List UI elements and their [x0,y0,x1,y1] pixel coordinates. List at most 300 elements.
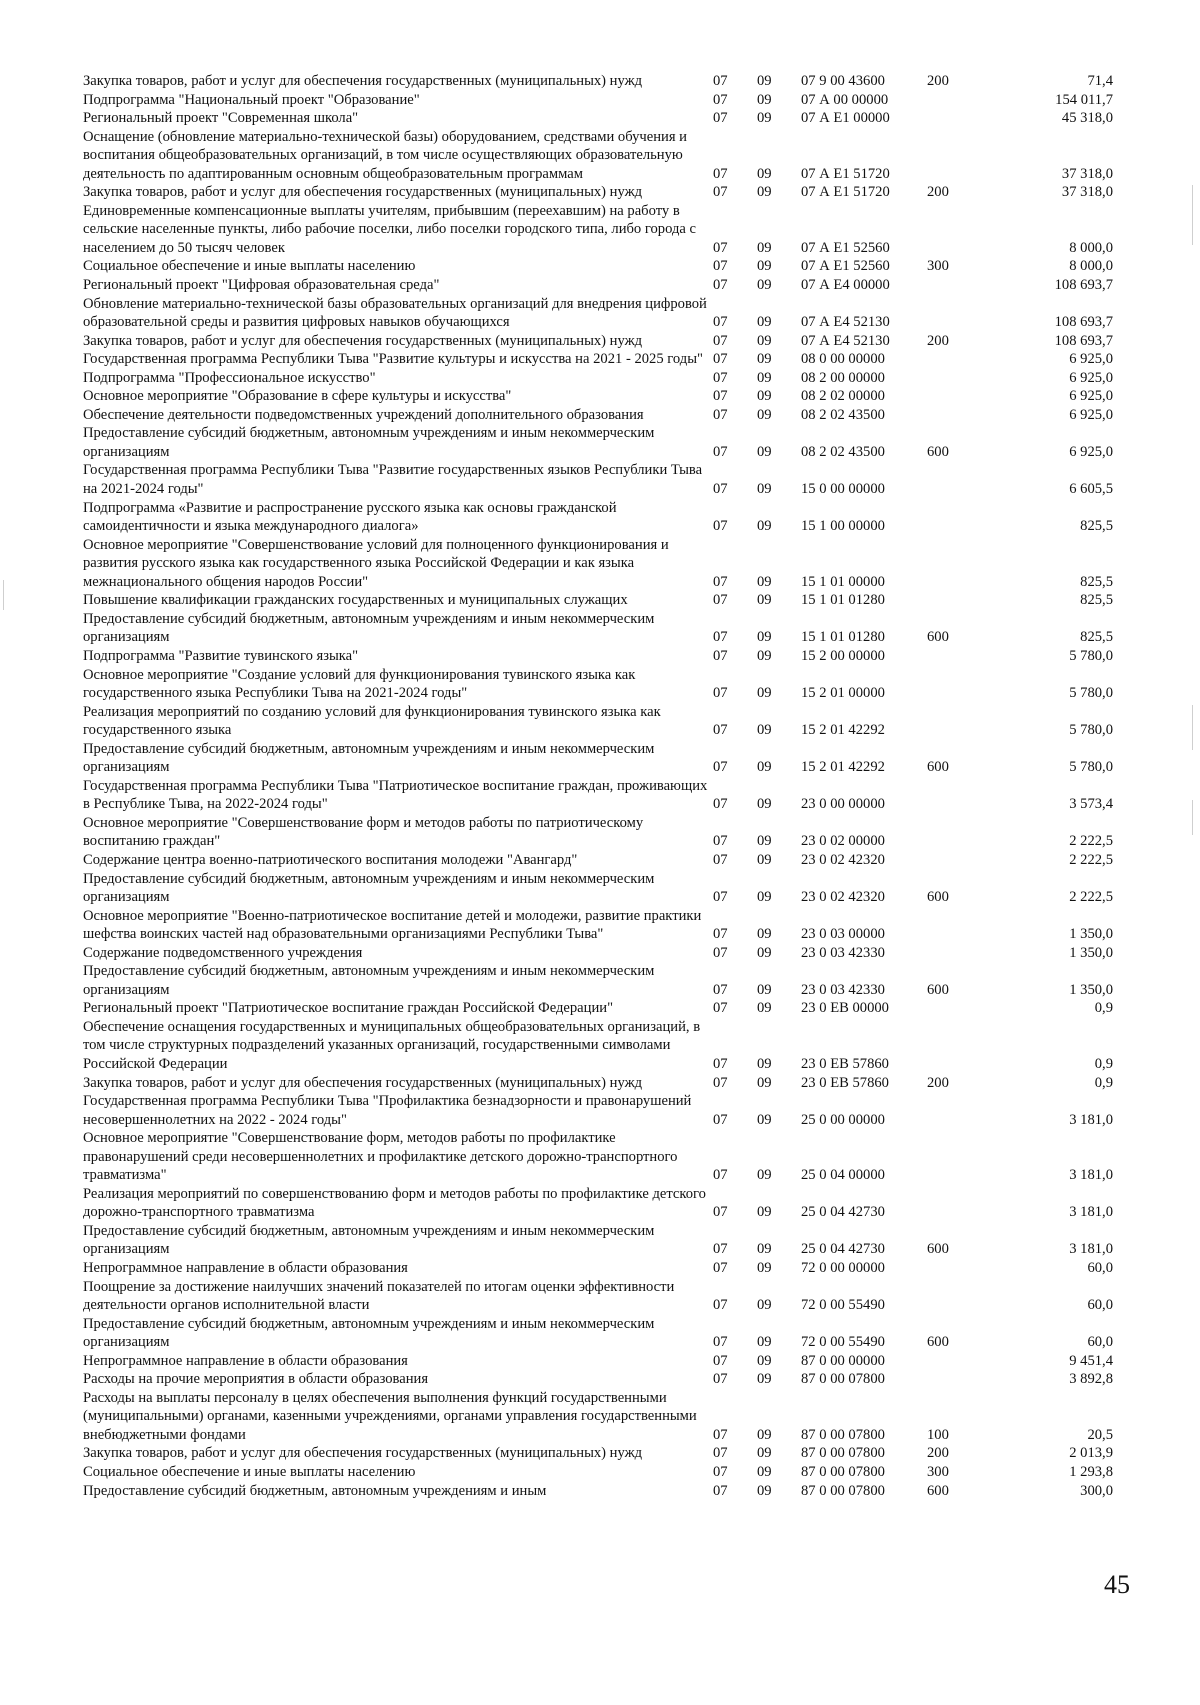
amount: 71,4 [1087,73,1113,89]
amount: 2 013,9 [1069,1445,1113,1462]
subsection-code: 09 [757,1111,772,1128]
row-name: Предоставление субсидий бюджетным, автономным учреждениям и иным некоммерческим организациям [83,740,655,776]
row-name: Содержание подведомственного учреждения [83,944,363,961]
row-name: Подпрограмма "Развитие тувинского языка" [83,647,359,664]
expense-type-code: 100 [927,1426,949,1443]
subsection-code: 09 [757,647,772,664]
row-name: Региональный проект "Современная школа" [83,110,359,127]
amount: 108 693,7 [1054,332,1113,349]
subsection-code: 09 [757,1260,772,1276]
section-code: 07 [713,685,728,702]
section-code: 07 [713,722,728,739]
row-name: Предоставление субсидий бюджетным, автономным учреждениям и иным [83,1482,547,1499]
row-name: Подпрограмма «Развитие и распространение русского языка как основы гражданской самоидентичности и языка международного диалога» [83,499,617,535]
amount: 1 350,0 [1069,944,1113,961]
target-article-code: 23 0 02 42320 [801,851,885,868]
subsection-code: 09 [757,722,772,739]
amount: 2 222,5 [1069,851,1113,868]
amount: 5 780,0 [1069,722,1113,739]
subsection-code: 09 [757,332,772,349]
row-name: Основное мероприятие "Совершенствование условий для полноценного функционирования и развития русского языка как государственного языка Российской Федерации и как языка межнационального общения народов России" [83,536,669,590]
section-code: 07 [713,1352,728,1369]
table-row [83,1352,1113,1371]
target-article-code: 07 9 00 43600 [801,73,885,89]
amount: 108 693,7 [1054,277,1113,294]
section-code: 07 [713,332,728,349]
subsection-code: 09 [757,406,772,423]
subsection-code: 09 [757,239,772,256]
row-name: Предоставление субсидий бюджетным, автономным учреждениям и иным некоммерческим организациям [83,425,655,460]
row-name: Закупка товаров, работ и услуг для обеспечения государственных (муниципальных) нужд [83,73,643,89]
row-name: Непрограммное направление в области образования [83,1352,408,1369]
table-row [83,591,1113,610]
target-article-code: 23 0 ЕВ 57860 [801,1055,889,1072]
section-code: 07 [713,351,728,368]
section-code: 07 [713,1334,728,1351]
target-article-code: 25 0 04 42730 [801,1204,885,1221]
subsection-code: 09 [757,518,772,535]
subsection-code: 09 [757,1426,772,1443]
section-code: 07 [713,1297,728,1314]
row-name: Обеспечение оснащения государственных и муниципальных общеобразовательных организаций, в том числе структурных подразделений указанных организаций, государственными символами Российской Федерации [83,1018,701,1072]
row-name: Непрограммное направление в области образования [83,1260,408,1276]
table-row [83,647,1113,666]
amount: 108 693,7 [1054,314,1113,331]
expense-type-code [927,1278,989,1315]
amount: 0,9 [1094,1055,1113,1072]
table-row [83,406,1113,425]
target-article-code: 72 0 00 00000 [801,1260,885,1276]
expense-type-code [927,276,989,295]
expense-type-code [927,814,989,851]
expense-type-code [927,369,989,388]
amount: 2 222,5 [1069,889,1113,906]
amount: 825,5 [1080,518,1113,535]
table-row [83,814,1113,851]
table-row [83,851,1113,870]
section-code: 07 [713,184,728,201]
target-article-code: 15 2 01 42292 [801,722,885,739]
subsection-code: 09 [757,165,772,182]
expense-type-code [927,1352,989,1371]
subsection-code: 09 [757,1352,772,1369]
row-name: Закупка товаров, работ и услуг для обеспечения государственных (муниципальных) нужд [83,1074,643,1091]
row-name: Предоставление субсидий бюджетным, автономным учреждениям и иным некоммерческим организациям [83,1315,655,1351]
table-row [83,944,1113,963]
target-article-code: 23 0 02 00000 [801,833,885,850]
expense-type-code [927,591,989,610]
expense-type-code: 600 [927,443,949,460]
row-name: Государственная программа Республики Тыва "Патриотическое воспитание граждан, проживающих в Республике Тыва, на 2022-2024 годы" [83,777,708,813]
target-article-code: 07 А Е1 51720 [801,165,890,182]
target-article-code: 08 0 00 00000 [801,351,885,368]
row-name: Региональный проект "Патриотическое воспитание граждан Российской Федерации" [83,1000,614,1017]
table-row [83,666,1113,703]
expense-type-code: 200 [927,184,949,201]
expense-type-code [927,109,989,128]
amount: 300,0 [1080,1482,1113,1499]
expense-type-code: 600 [927,1482,949,1499]
section-code: 07 [713,1371,728,1388]
table-row [83,1259,1113,1278]
section-code: 07 [713,1204,728,1221]
amount: 825,5 [1080,573,1113,590]
section-code: 07 [713,481,728,498]
table-row [83,72,1113,91]
subsection-code: 09 [757,926,772,943]
expense-type-code [927,461,989,498]
expense-type-code [927,1259,989,1278]
amount: 6 925,0 [1069,388,1113,405]
row-name: Государственная программа Республики Тыва "Профилактика безнадзорности и правонарушений несовершеннолетних на 2022 - 2024 годы" [83,1093,692,1128]
table-row [83,1222,1113,1259]
subsection-code: 09 [757,73,772,89]
table-row [83,1444,1113,1463]
subsection-code: 09 [757,592,772,609]
amount: 60,0 [1087,1260,1113,1276]
subsection-code: 09 [757,1464,772,1481]
table-row [83,1185,1113,1222]
amount: 3 573,4 [1069,796,1113,813]
target-article-code: 07 А Е4 52130 [801,332,890,349]
section-code: 07 [713,258,728,275]
row-name: Региональный проект "Цифровая образовательная среда" [83,277,440,294]
table-row [83,777,1113,814]
section-code: 07 [713,91,728,108]
subsection-code: 09 [757,184,772,201]
target-article-code: 87 0 00 07800 [801,1426,885,1443]
subsection-code: 09 [757,351,772,368]
target-article-code: 07 А 00 00000 [801,91,889,108]
page-number: 45 [1104,1570,1130,1599]
section-code: 07 [713,239,728,256]
target-article-code: 23 0 ЕВ 00000 [801,1000,889,1017]
section-code: 07 [713,1111,728,1128]
subsection-code: 09 [757,851,772,868]
amount: 3 181,0 [1069,1167,1113,1184]
table-row [83,109,1113,128]
section-code: 07 [713,277,728,294]
expense-type-code [927,1370,989,1389]
section-code: 07 [713,1000,728,1017]
subsection-code: 09 [757,629,772,646]
section-code: 07 [713,759,728,776]
target-article-code: 87 0 00 07800 [801,1445,885,1462]
amount: 6 925,0 [1069,443,1113,460]
section-code: 07 [713,388,728,405]
target-article-code: 15 1 01 01280 [801,592,885,609]
target-article-code: 23 0 02 42320 [801,889,885,906]
expense-type-code [927,202,989,258]
target-article-code: 08 2 02 43500 [801,443,885,460]
amount: 45 318,0 [1061,110,1113,127]
section-code: 07 [713,1167,728,1184]
target-article-code: 15 2 01 42292 [801,759,885,776]
amount: 0,9 [1094,1074,1113,1091]
target-article-code: 87 0 00 07800 [801,1371,885,1388]
subsection-code: 09 [757,573,772,590]
table-row [83,276,1113,295]
subsection-code: 09 [757,110,772,127]
expense-type-code: 200 [927,1445,949,1462]
target-article-code: 87 0 00 00000 [801,1352,885,1369]
table-row [83,907,1113,944]
target-article-code: 15 1 01 01280 [801,629,885,646]
table-row [83,257,1113,276]
target-article-code: 15 2 00 00000 [801,647,885,664]
expense-type-code [927,350,989,369]
amount: 825,5 [1080,629,1113,646]
subsection-code: 09 [757,981,772,998]
amount: 3 892,8 [1069,1371,1113,1388]
subsection-code: 09 [757,481,772,498]
expense-type-code: 200 [927,73,949,89]
expense-type-code [927,1185,989,1222]
section-code: 07 [713,1055,728,1072]
row-name: Содержание центра военно-патриотического воспитания молодежи "Авангард" [83,851,578,868]
expense-type-code [927,128,989,184]
expense-type-code [927,1129,989,1185]
row-name: Обновление материально-технической базы образовательных организаций для внедрения цифровой образовательной среды и развития цифровых навыков обучающихся [83,295,707,331]
target-article-code: 08 2 00 00000 [801,369,885,386]
row-name: Предоставление субсидий бюджетным, автономным учреждениям и иным некоммерческим организациям [83,870,655,906]
expense-type-code [927,406,989,425]
table-row [83,536,1113,592]
table-row [83,870,1113,907]
row-name: Подпрограмма "Профессиональное искусство" [83,369,376,386]
amount: 6 605,5 [1069,481,1113,498]
table-row [83,962,1113,999]
target-article-code: 23 0 ЕВ 57860 [801,1074,889,1091]
amount: 3 181,0 [1069,1111,1113,1128]
table-row [83,740,1113,777]
section-code: 07 [713,889,728,906]
table-row [83,1370,1113,1389]
budget-table [83,72,1113,1500]
subsection-code: 09 [757,1371,772,1388]
subsection-code: 09 [757,258,772,275]
expense-type-code [927,499,989,536]
subsection-code: 09 [757,443,772,460]
row-name: Основное мероприятие "Военно-патриотическое воспитание детей и молодежи, развитие практики шефства воинских частей над образовательными организациями Республики Тыва" [83,907,702,943]
expense-type-code: 300 [927,258,949,275]
section-code: 07 [713,592,728,609]
target-article-code: 87 0 00 07800 [801,1464,885,1481]
expense-type-code: 600 [927,889,949,906]
section-code: 07 [713,1445,728,1462]
table-row [83,1278,1113,1315]
table-row [83,387,1113,406]
section-code: 07 [713,1426,728,1443]
scan-edge-mark [1192,705,1193,750]
table-row [83,999,1113,1018]
amount: 3 181,0 [1069,1204,1113,1221]
budget-table-body [83,72,1113,1500]
section-code: 07 [713,73,728,89]
table-row [83,610,1113,647]
target-article-code: 87 0 00 07800 [801,1482,885,1499]
subsection-code: 09 [757,685,772,702]
amount: 825,5 [1080,592,1113,609]
expense-type-code: 600 [927,1334,949,1351]
section-code: 07 [713,1464,728,1481]
row-name: Подпрограмма "Национальный проект "Образование" [83,91,420,108]
table-row [83,91,1113,110]
subsection-code: 09 [757,1167,772,1184]
table-row [83,202,1113,258]
amount: 6 925,0 [1069,369,1113,386]
target-article-code: 08 2 02 00000 [801,388,885,405]
scan-edge-mark [1192,185,1193,245]
subsection-code: 09 [757,1241,772,1258]
target-article-code: 25 0 04 00000 [801,1167,885,1184]
target-article-code: 23 0 03 42330 [801,981,885,998]
table-row [83,1129,1113,1185]
amount: 20,5 [1087,1426,1113,1443]
target-article-code: 07 А Е1 00000 [801,110,890,127]
section-code: 07 [713,1482,728,1499]
row-name: Закупка товаров, работ и услуг для обеспечения государственных (муниципальных) нужд [83,332,643,349]
row-name: Обеспечение деятельности подведомственных учреждений дополнительного образования [83,406,644,423]
row-name: Основное мероприятие "Образование в сфере культуры и искусства" [83,388,512,405]
row-name: Государственная программа Республики Тыва "Развитие государственных языков Республики Тыва на 2021-2024 годы" [83,462,703,498]
table-row [83,1482,1113,1501]
expense-type-code [927,703,989,740]
subsection-code: 09 [757,369,772,386]
expense-type-code [927,666,989,703]
section-code: 07 [713,573,728,590]
table-row [83,1018,1113,1074]
expense-type-code: 600 [927,1241,949,1258]
table-row [83,424,1113,461]
table-row [83,1074,1113,1093]
row-name: Предоставление субсидий бюджетным, автономным учреждениям и иным некоммерческим организациям [83,963,655,998]
target-article-code: 23 0 03 00000 [801,926,885,943]
expense-type-code [927,647,989,666]
row-name: Государственная программа Республики Тыва "Развитие культуры и искусства на 2021 - 2025 годы" [83,351,703,368]
subsection-code: 09 [757,944,772,961]
table-row [83,1092,1113,1129]
row-name: Закупка товаров, работ и услуг для обеспечения государственных (муниципальных) нужд [83,1445,643,1462]
subsection-code: 09 [757,1482,772,1499]
row-name: Оснащение (обновление материально-технической базы) оборудованием, средствами обучения и воспитания общеобразовательных организаций, в том числе осуществляющих образовательную деятельность по адаптированным основным общеобразовательным программам [83,128,687,182]
expense-type-code [927,851,989,870]
subsection-code: 09 [757,796,772,813]
table-row [83,369,1113,388]
table-row [83,1389,1113,1445]
row-name: Расходы на прочие мероприятия в области образования [83,1371,429,1388]
expense-type-code [927,91,989,110]
amount: 1 293,8 [1069,1464,1113,1481]
subsection-code: 09 [757,1204,772,1221]
section-code: 07 [713,647,728,664]
target-article-code: 72 0 00 55490 [801,1297,885,1314]
expense-type-code [927,295,989,332]
target-article-code: 23 0 00 00000 [801,796,885,813]
target-article-code: 72 0 00 55490 [801,1334,885,1351]
row-name: Социальное обеспечение и иные выплаты населению [83,258,416,275]
subsection-code: 09 [757,314,772,331]
row-name: Основное мероприятие "Совершенствование форм, методов работы по профилактике правонарушений среди несовершеннолетних и профилактике детского дорожно-транспортного травматизма" [83,1130,678,1184]
expense-type-code: 600 [927,629,949,646]
expense-type-code [927,999,989,1018]
expense-type-code [927,944,989,963]
section-code: 07 [713,926,728,943]
amount: 6 925,0 [1069,351,1113,368]
amount: 37 318,0 [1061,165,1113,182]
subsection-code: 09 [757,889,772,906]
table-row [83,183,1113,202]
target-article-code: 15 2 01 00000 [801,685,885,702]
expense-type-code [927,777,989,814]
row-name: Основное мероприятие "Создание условий для функционирования тувинского языка как государственного языка Республики Тыва на 2021-2024 годы" [83,666,636,702]
section-code: 07 [713,944,728,961]
target-article-code: 25 0 04 42730 [801,1241,885,1258]
target-article-code: 15 1 00 00000 [801,518,885,535]
target-article-code: 15 0 00 00000 [801,481,885,498]
section-code: 07 [713,443,728,460]
row-name: Социальное обеспечение и иные выплаты населению [83,1464,416,1481]
section-code: 07 [713,314,728,331]
subsection-code: 09 [757,388,772,405]
table-row [83,128,1113,184]
section-code: 07 [713,406,728,423]
amount: 9 451,4 [1069,1352,1113,1369]
expense-type-code [927,387,989,406]
table-row [83,1315,1113,1352]
table-row [83,499,1113,536]
target-article-code: 07 А Е4 52130 [801,314,890,331]
expense-type-code: 600 [927,981,949,998]
amount: 0,9 [1094,1000,1113,1017]
amount: 5 780,0 [1069,685,1113,702]
table-row [83,461,1113,498]
amount: 60,0 [1087,1297,1113,1314]
amount: 5 780,0 [1069,647,1113,664]
subsection-code: 09 [757,1074,772,1091]
subsection-code: 09 [757,759,772,776]
amount: 5 780,0 [1069,759,1113,776]
section-code: 07 [713,1260,728,1276]
target-article-code: 08 2 02 43500 [801,406,885,423]
table-row [83,295,1113,332]
amount: 1 350,0 [1069,981,1113,998]
expense-type-code [927,907,989,944]
subsection-code: 09 [757,1445,772,1462]
amount: 1 350,0 [1069,926,1113,943]
table-row [83,350,1113,369]
target-article-code: 15 1 01 00000 [801,573,885,590]
expense-type-code: 200 [927,1074,949,1091]
subsection-code: 09 [757,1055,772,1072]
section-code: 07 [713,1074,728,1091]
section-code: 07 [713,796,728,813]
expense-type-code: 200 [927,332,949,349]
expense-type-code [927,1092,989,1129]
expense-type-code [927,1018,989,1074]
section-code: 07 [713,369,728,386]
row-name: Предоставление субсидий бюджетным, автономным учреждениям и иным некоммерческим организациям [83,1222,655,1258]
scan-edge-mark [1192,800,1193,835]
table-row [83,332,1113,351]
subsection-code: 09 [757,91,772,108]
subsection-code: 09 [757,1000,772,1017]
row-name: Повышение квалификации гражданских государственных и муниципальных служащих [83,592,628,609]
expense-type-code: 600 [927,759,949,776]
section-code: 07 [713,518,728,535]
section-code: 07 [713,110,728,127]
scan-edge-mark [3,580,4,610]
